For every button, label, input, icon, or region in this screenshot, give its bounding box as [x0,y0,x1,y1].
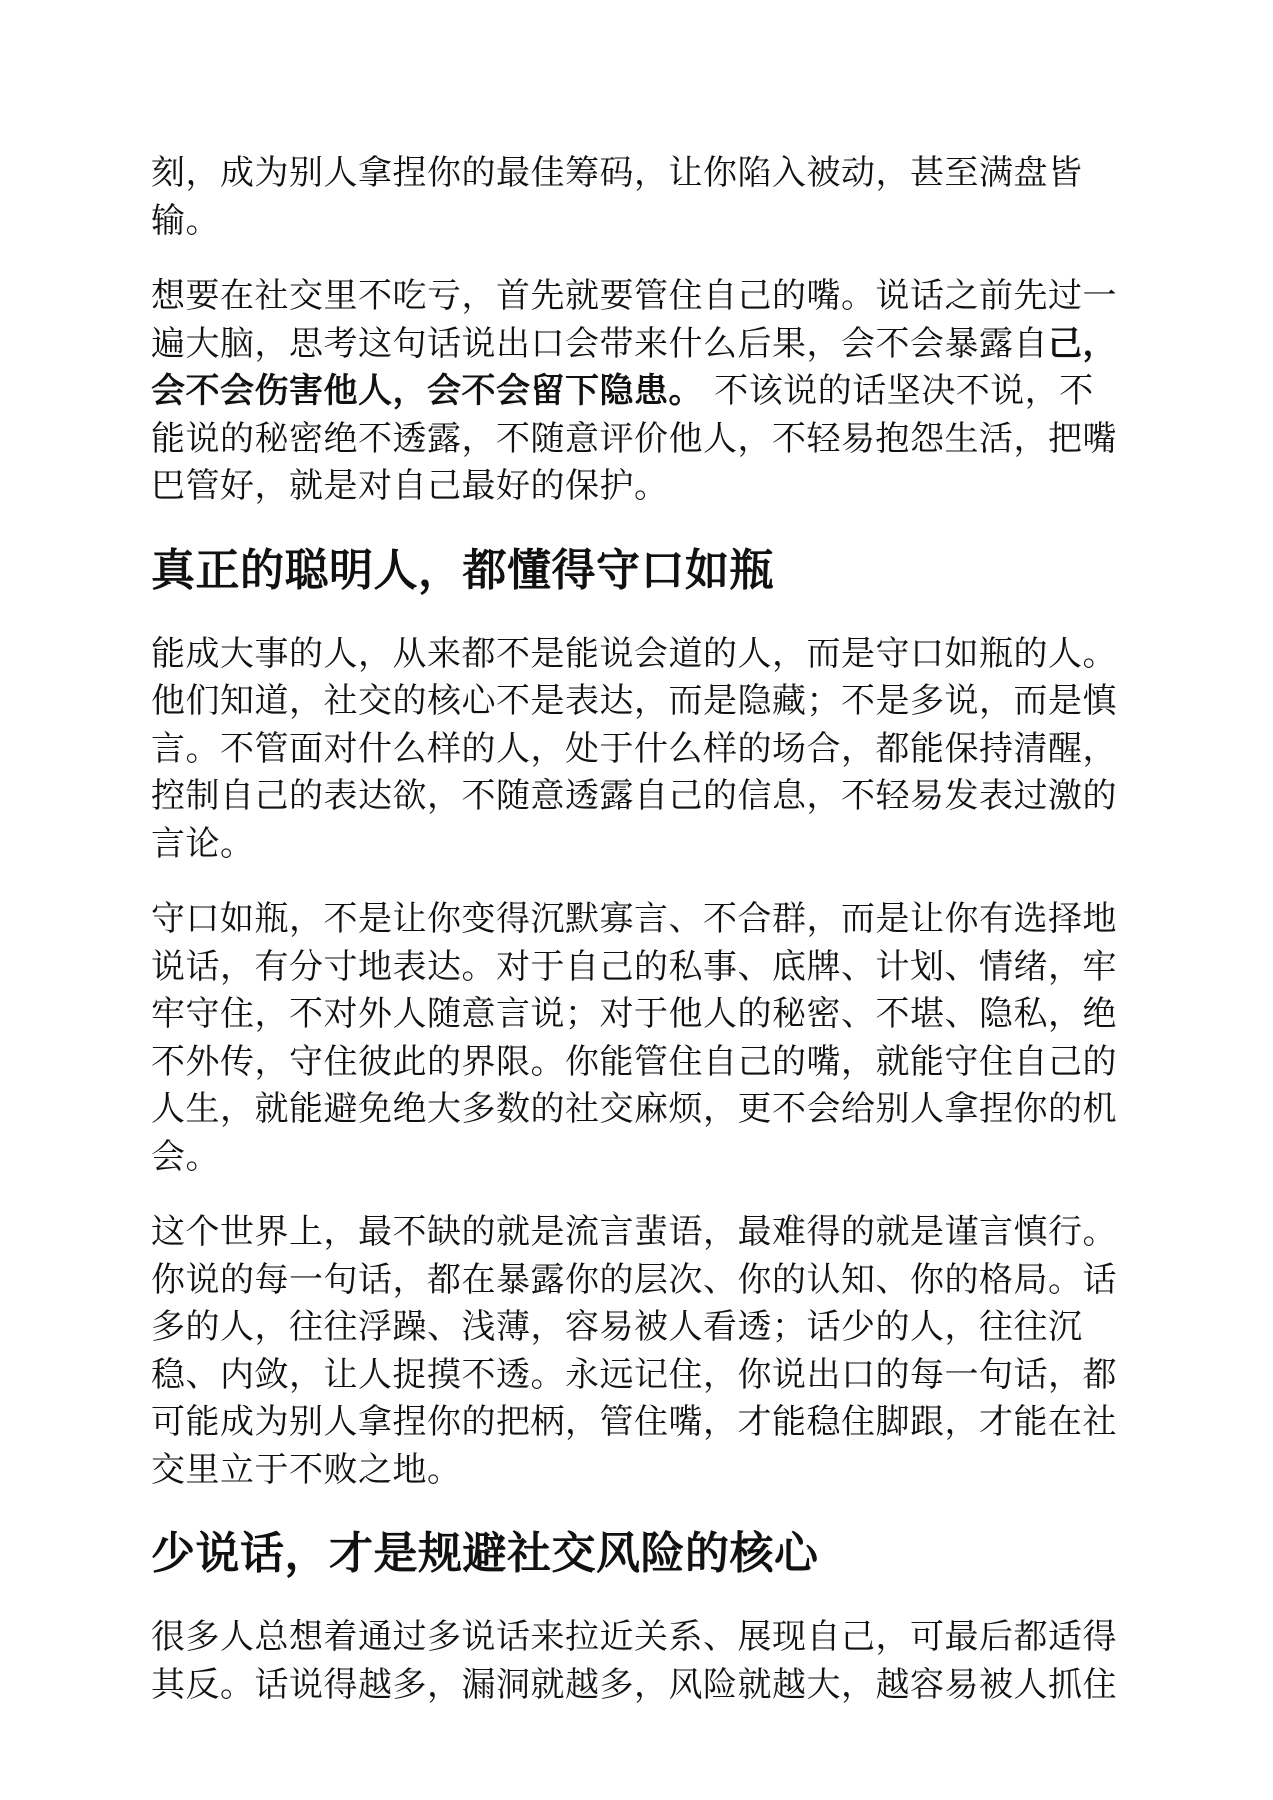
paragraph-5-text: 这个世界上，最不缺的就是流言蜚语，最难得的就是谨言慎行。你说的每一句话，都在暴露你的层次、你的认知、你的格局。话多的人，往往浮躁、浅薄，容易被人看透；话少的人，往往沉稳、内敛，让人捉摸不透。永远记住，你说出口的每一句话，都可能成为别人拿捏你的把柄，管住嘴，才能稳住脚跟，才能在社交里立于不败之地。 [151,1212,1117,1490]
paragraph-2-text-start: 想要在社交里不吃亏，首先就要管住自己的嘴。说话之前先过一遍大脑，思考这句话说出口会带来什么后果，会不会暴露自 [151,276,1117,364]
paragraph-4-text: 守口如瓶，不是让你变得沉默寡言、不合群，而是让你有选择地说话，有分寸地表达。对于自己的私事、底牌、计划、情绪，牢牢守住，不对外人随意言说；对于他人的秘密、不堪、隐私，绝不外传，守住彼此的界限。你能管住自己的嘴，就能守住自己的人生，就能避免绝大多数的社交麻烦，更不会给别人拿捏你的机会。 [151,899,1117,1177]
section-heading-1: 真正的聪明人，都懂得守口如瓶 [151,544,774,596]
section-heading-2: 少说话，才是规避社交风险的核心 [151,1528,819,1579]
paragraph-5 [151,1209,1123,1494]
paragraph-4 [151,896,1123,1181]
paragraph-2-bold-text: 己，会不会伤害他人，会不会留下隐患。 [151,323,1117,411]
paragraph-3 [151,631,1123,869]
paragraph-2 [151,273,1123,511]
paragraph-1-text: 刻，成为别人拿捏你的最佳筹码，让你陷入被动，甚至满盘皆输。 [151,153,1083,241]
paragraph-3-text: 能成大事的人，从来都不是能说会道的人，而是守口如瓶的人。他们知道，社交的核心不是表达，而是隐藏；不是多说，而是慎言。不管面对什么样的人，处于什么样的场合，都能保持清醒，控制自己的表达欲，不随意透露自己的信息，不轻易发表过激的言论。 [151,633,1117,864]
paragraph-6-text: 很多人总想着通过多说话来拉近关系、展现自己，可最后都适得其反。话说得越多，漏洞就越多，风险就越大，越容易被人抓住 [151,1617,1117,1705]
paragraph-1 [151,150,1123,245]
paragraph-2-text-end: 不该说的话坚决不说，不能说的秘密绝不透露，不随意评价他人，不轻易抱怨生活，把嘴巴管好，就是对自己最好的保护。 [151,371,1117,506]
paragraph-6 [151,1614,1123,1709]
